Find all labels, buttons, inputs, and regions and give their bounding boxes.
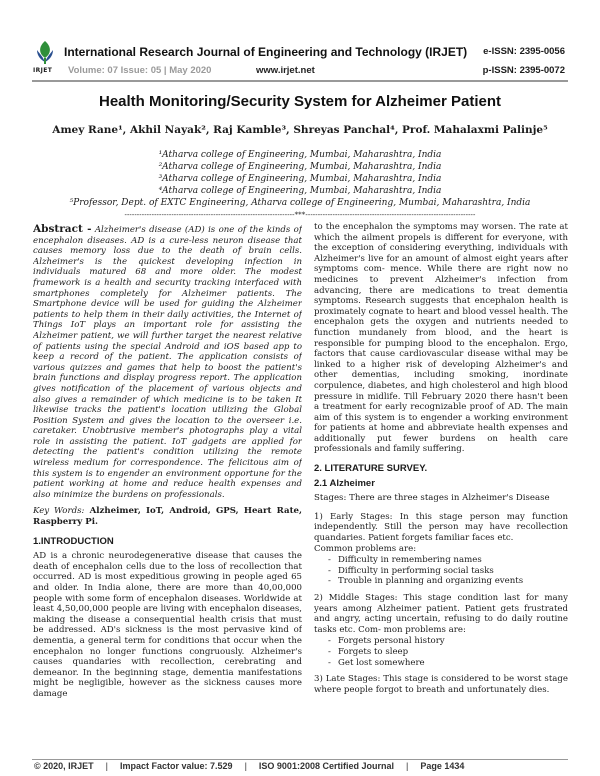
literature-survey-heading: 2. LITERATURE SURVEY. [314,463,428,475]
list-item: - Difficulty in performing social tasks [328,566,568,577]
journal-name: International Research Journal of Engineering and Technology (IRJET) [64,45,468,59]
late-stage-text: 3) Late Stages: This stage is considered to be worst stage where people forgot to breath and unfortunately dies. [314,674,568,695]
journal-website-link[interactable]: www.irjet.net [256,65,315,76]
affiliation-5: ⁵Professor, Dept. of EXTC Engineering, Atharva college of Engineering, Mumbai, Maharashtra, India [69,198,531,208]
middle-stage-problem-list [328,636,568,668]
list-item: - Trouble in planning and organizing events [328,576,568,587]
list-item: - Difficulty in remembering names [328,555,568,566]
keywords [33,506,302,527]
common-problems-label: Common problems are: [314,543,417,554]
affiliation-2: ²Atharva college of Engineering, Mumbai, Maharashtra, India [158,162,442,172]
keywords-label: Key Words: [33,506,85,517]
abstract-text: Alzheimer's disease (AD) is one of the kinds of encephalon diseases. AD is a cure-less neuron disease that causes memory loss due to the death of brain cells. Alzheimer's is the quickest developing infection in individuals matured 68 and more older. The modest framework is a health and security tracking interfaced with smartphones completely for Alzheimer patients. The Smartphone device will be used for guiding the Alzheimer patients to help them in their daily activities, the Internet of Things IoT plays an important role for assisting the Alzheimer patient, we will further target the nearest relative of patients using the special Android and iOS based app to keep a record of the patient. The application consists of various quizzes and games that help to boost the patient's brain functions and display progress report. The application gives notification of the placement of various objects and also gives a remainder of which medicine is to be taken It likewise tracks the patient's location utilizing the Global Position System and gives the location to the overseer i.e. caretaker. Unobtrusive member's photographs play a vital role in assisting the patient. IoT gadgets are applied for detecting the patient's condition utilizing the remote wireless medium for correspondence. The felicitous aim of this system is to engender an environment opportune for the patient working at home and reduce health expenses and also minimize the burdens on professionals. [33,225,302,500]
footer-iso: ISO 9001:2008 Certified Journal [258,761,394,771]
affiliation-3: ³Atharva college of Engineering, Mumbai, Maharashtra, India [158,174,442,184]
list-item: - Get lost somewhere [328,658,568,669]
middle-stage-text: 2) Middle Stages: This stage condition last for many years among Alzheimer patient. Patient gets frustrated and angry, acting uncertain, refusing to do daily routine tasks etc. Com- mon problems are: [314,593,568,635]
logo-text: IRJET [33,67,53,74]
right-column [314,222,568,756]
p-issn: p-ISSN: 2395-0072 [482,65,565,76]
early-stage-text: 1) Early Stages: In this stage person may function independently. Still the person may have recollection quandaries. Patient forgets familiar faces etc. [314,511,568,544]
footer-page-number: Page 1434 [420,761,465,771]
abstract [33,224,302,500]
affiliation-4: ⁴Atharva college of Engineering, Mumbai, Maharashtra, India [158,186,442,196]
early-stage-problem-list [328,555,568,587]
paper-title: Health Monitoring/Security System for Alzheimer Patient [98,93,502,110]
footer-rule [32,759,568,760]
page-footer: © 2020, IRJET | Impact Factor value: 7.529 | ISO 9001:2008 Certified Journal | Page 1434 [34,761,465,771]
author-list: Amey Rane¹, Akhil Nayak², Raj Kamble³, Shreyas Panchal⁴, Prof. Mahalaxmi Palinje⁵ [52,124,548,136]
section-divider: ---------------------------------------------------------------------***--------------------------------------------------------------------- [124,211,476,219]
alzheimer-subheading: 2.1 Alzheimer [314,477,375,489]
stages-intro: Stages: There are three stages in Alzheimer's Disease [314,493,550,504]
left-column [33,224,302,754]
affiliation-1: ¹Atharva college of Engineering, Mumbai, Maharashtra, India [158,150,442,160]
abstract-label: Abstract - [33,224,92,235]
intro-continued-text: to the encephalon the symptoms may worsen. The rate at which the ailment propels is different for everyone, with the exception of considering everything, individuals with Alzheimer's live for an amount of almost eight years after symptoms com- mence. While there are right now no medicines to prevent Alzheimer's infection from advancing, there are medications to treat dementia symptoms. Research suggests that encephalon health is proximately cognate to heart and blood vessel health. The encephalon gets the oxygen and nutrients needed to function mundanely from blood, and the heart is responsible for pumping blood to the encephalon. Ergo, factors that cause cardiovascular disease withal may be linked to a higher risk of developing Alzheimer's and other dementias, including smoking, inordinate corpulence, diabetes, and high cholesterol and high blood pressure in midlife. Till February 2020 there hasn't been a treatment for early recognizable proof of AD. The main aim of this system is to engender a working environment for patients at home and abbreviate health expenses and additionally put fewer burdens on health care professionals and family suffering. [314,222,568,455]
intro-text: AD is a chronic neurodegenerative disease that causes the death of encephalon cells due to the loss of recollection that occurred. AD is most expeditious growing in people aged 65 and older. In India alone, there are more than 40,00,000 people with some form of encephalon diseases. Worldwide at least 4,50,00,000 people are living with encephalon diseases, making the disease a consequential health crisis that must be addressed. AD's sickness is the most pervasive kind of dementia, a general term for conditions that occur when the encephalon no longer functions congruously. Alzheimer's causes quandaries with recollection, cerebrating and demeanor. In the beginning stage, dementia manifestations might be negligible, however as the sickness causes more damage [33,551,302,699]
e-issn: e-ISSN: 2395-0056 [483,46,565,57]
intro-heading: 1.INTRODUCTION [33,535,114,547]
list-item: - Forgets personal history [328,636,568,647]
footer-impact-factor: Impact Factor value: 7.529 [120,761,233,771]
keywords-value: Alzheimer, IoT, Android, GPS, Heart Rate, Raspberry Pi. [33,506,302,528]
header-rule [32,80,568,82]
footer-copyright: © 2020, IRJET [34,761,94,771]
volume-issue: Volume: 07 Issue: 05 | May 2020 [68,65,212,76]
list-item: - Forgets to sleep [328,647,568,658]
